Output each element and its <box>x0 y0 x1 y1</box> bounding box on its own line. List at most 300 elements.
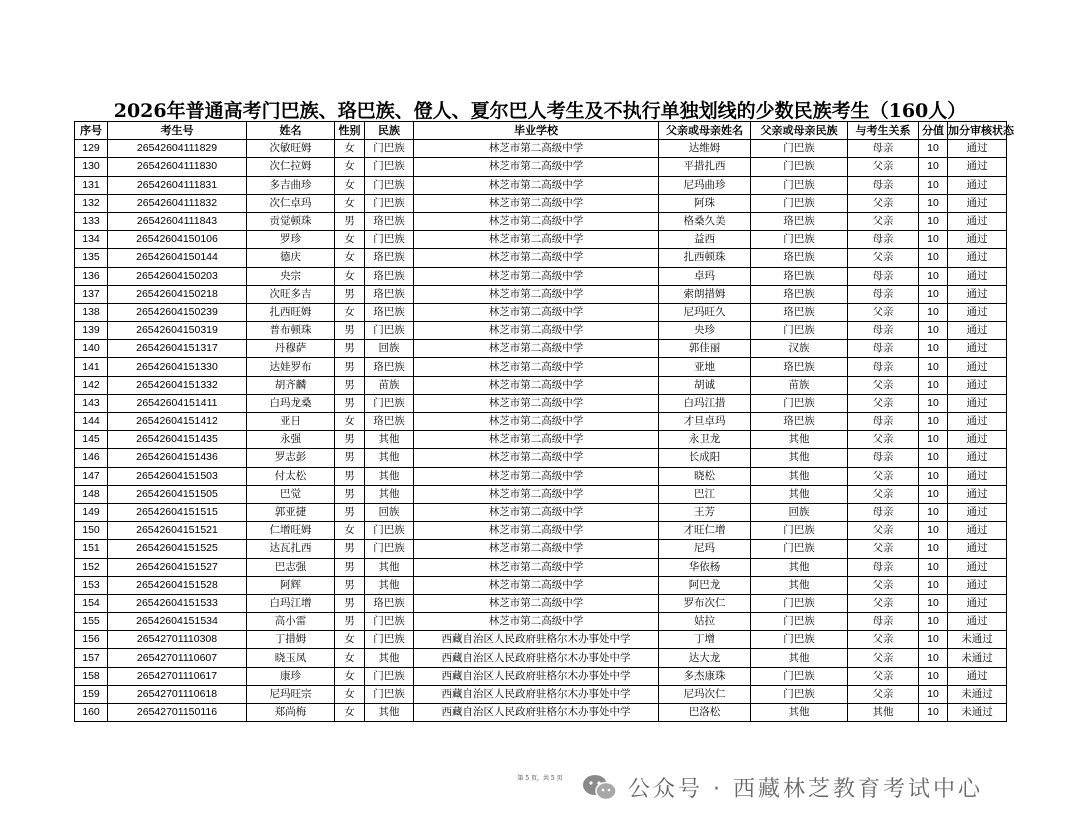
column-header: 毕业学校 <box>414 122 659 140</box>
table-cell: 26542701110308 <box>108 631 247 649</box>
table-cell: 男 <box>335 576 365 594</box>
table-cell: 26542604111830 <box>108 158 247 176</box>
table-cell: 26542604151525 <box>108 540 247 558</box>
table-cell: 女 <box>335 140 365 158</box>
table-cell: 华依杨 <box>659 558 751 576</box>
table-cell: 其他 <box>751 467 848 485</box>
table-cell: 德庆 <box>247 249 335 267</box>
table-cell: 门巴族 <box>365 231 414 249</box>
table-cell: 门巴族 <box>365 522 414 540</box>
table-row <box>75 285 1007 303</box>
table-cell: 西藏自治区人民政府驻格尔木办事处中学 <box>414 667 659 685</box>
table-cell: 26542604151533 <box>108 594 247 612</box>
table-cell: 152 <box>75 558 108 576</box>
table-cell: 次敏旺姆 <box>247 140 335 158</box>
table-row <box>75 267 1007 285</box>
table-cell: 女 <box>335 522 365 540</box>
table-cell: 通过 <box>948 176 1007 194</box>
table-cell: 156 <box>75 631 108 649</box>
table-cell: 10 <box>919 340 948 358</box>
table-cell: 父亲 <box>848 249 919 267</box>
table-cell: 155 <box>75 613 108 631</box>
table-cell: 女 <box>335 631 365 649</box>
table-cell: 父亲 <box>848 485 919 503</box>
table-cell: 门巴族 <box>365 322 414 340</box>
table-row <box>75 540 1007 558</box>
table-row <box>75 340 1007 358</box>
table-cell: 10 <box>919 322 948 340</box>
table-cell: 149 <box>75 503 108 521</box>
table-cell: 汉族 <box>751 340 848 358</box>
table-cell: 通过 <box>948 340 1007 358</box>
table-cell: 10 <box>919 212 948 230</box>
table-cell: 母亲 <box>848 503 919 521</box>
table-cell: 女 <box>335 176 365 194</box>
table-cell: 通过 <box>948 576 1007 594</box>
table-cell: 其他 <box>365 485 414 503</box>
table-cell: 珞巴族 <box>365 413 414 431</box>
table-cell: 尼玛 <box>659 540 751 558</box>
table-cell: 通过 <box>948 194 1007 212</box>
table-cell: 其他 <box>751 576 848 594</box>
table-cell: 通过 <box>948 285 1007 303</box>
table-cell: 门巴族 <box>365 685 414 703</box>
table-row <box>75 558 1007 576</box>
table-cell: 158 <box>75 667 108 685</box>
table-cell: 10 <box>919 576 948 594</box>
table-cell: 其他 <box>751 485 848 503</box>
table-cell: 回族 <box>751 503 848 521</box>
table-cell: 26542604151528 <box>108 576 247 594</box>
table-cell: 129 <box>75 140 108 158</box>
table-cell: 通过 <box>948 449 1007 467</box>
table-cell: 门巴族 <box>751 631 848 649</box>
table-cell: 其他 <box>365 467 414 485</box>
table-cell: 门巴族 <box>751 540 848 558</box>
table-row <box>75 522 1007 540</box>
table-cell: 通过 <box>948 376 1007 394</box>
table-cell: 林芝市第二高级中学 <box>414 467 659 485</box>
table-cell: 阿辉 <box>247 576 335 594</box>
table-cell: 男 <box>335 594 365 612</box>
table-row <box>75 322 1007 340</box>
table-cell: 回族 <box>365 340 414 358</box>
table-cell: 男 <box>335 613 365 631</box>
table-cell: 26542701150116 <box>108 704 247 722</box>
table-cell: 林芝市第二高级中学 <box>414 285 659 303</box>
table-cell: 巴洛松 <box>659 704 751 722</box>
table-cell: 林芝市第二高级中学 <box>414 485 659 503</box>
table-cell: 26542604151521 <box>108 522 247 540</box>
column-header: 考生号 <box>108 122 247 140</box>
table-cell: 26542604151527 <box>108 558 247 576</box>
table-cell: 通过 <box>948 394 1007 412</box>
table-cell: 137 <box>75 285 108 303</box>
table-cell: 10 <box>919 685 948 703</box>
column-header: 父亲或母亲姓名 <box>659 122 751 140</box>
table-cell: 多杰康珠 <box>659 667 751 685</box>
table-cell: 母亲 <box>848 613 919 631</box>
table-cell: 通过 <box>948 431 1007 449</box>
table-cell: 26542604151515 <box>108 503 247 521</box>
table-cell: 其他 <box>751 649 848 667</box>
table-cell: 巴志强 <box>247 558 335 576</box>
table-cell: 尼玛次仁 <box>659 685 751 703</box>
table-cell: 男 <box>335 431 365 449</box>
table-cell: 林芝市第二高级中学 <box>414 176 659 194</box>
table-cell: 阿珠 <box>659 194 751 212</box>
table-cell: 门巴族 <box>365 176 414 194</box>
table-cell: 160 <box>75 704 108 722</box>
table-cell: 通过 <box>948 522 1007 540</box>
table-cell: 西藏自治区人民政府驻格尔木办事处中学 <box>414 704 659 722</box>
table-cell: 林芝市第二高级中学 <box>414 613 659 631</box>
table-cell: 巴觉 <box>247 485 335 503</box>
table-cell: 通过 <box>948 158 1007 176</box>
table-cell: 父亲 <box>848 394 919 412</box>
table-cell: 门巴族 <box>751 140 848 158</box>
table-cell: 26542604151412 <box>108 413 247 431</box>
column-header: 加分审核状态 <box>948 122 1007 140</box>
table-cell: 其他 <box>365 576 414 594</box>
table-cell: 男 <box>335 285 365 303</box>
table-cell: 丹穆萨 <box>247 340 335 358</box>
column-header: 民族 <box>365 122 414 140</box>
table-cell: 苗族 <box>751 376 848 394</box>
table-cell: 索朗措姆 <box>659 285 751 303</box>
table-cell: 女 <box>335 158 365 176</box>
table-cell: 26542604151505 <box>108 485 247 503</box>
table-cell: 女 <box>335 685 365 703</box>
table-cell: 林芝市第二高级中学 <box>414 376 659 394</box>
table-cell: 母亲 <box>848 358 919 376</box>
table-row <box>75 704 1007 722</box>
table-cell: 门巴族 <box>751 394 848 412</box>
header-row <box>75 122 1007 140</box>
table-cell: 门巴族 <box>365 158 414 176</box>
table-cell: 扎西旺姆 <box>247 303 335 321</box>
table-cell: 达维姆 <box>659 140 751 158</box>
table-row <box>75 449 1007 467</box>
table-cell: 格桑久美 <box>659 212 751 230</box>
table-cell: 贡觉顿珠 <box>247 212 335 230</box>
column-header: 序号 <box>75 122 108 140</box>
table-cell: 女 <box>335 249 365 267</box>
table-cell: 母亲 <box>848 340 919 358</box>
table-cell: 26542701110607 <box>108 649 247 667</box>
table-row <box>75 467 1007 485</box>
table-cell: 10 <box>919 194 948 212</box>
table-cell: 26542604151332 <box>108 376 247 394</box>
table-cell: 门巴族 <box>751 158 848 176</box>
table-cell: 10 <box>919 158 948 176</box>
table-cell: 多吉曲珍 <box>247 176 335 194</box>
table-cell: 26542604151411 <box>108 394 247 412</box>
table-cell: 父亲 <box>848 212 919 230</box>
table-cell: 林芝市第二高级中学 <box>414 322 659 340</box>
table-cell: 尼玛旺宗 <box>247 685 335 703</box>
table-cell: 丁增 <box>659 631 751 649</box>
table-cell: 男 <box>335 394 365 412</box>
table-cell: 林芝市第二高级中学 <box>414 449 659 467</box>
table-cell: 胡诚 <box>659 376 751 394</box>
table-cell: 10 <box>919 503 948 521</box>
table-row <box>75 358 1007 376</box>
table-row <box>75 194 1007 212</box>
table-cell: 男 <box>335 212 365 230</box>
table-cell: 门巴族 <box>365 194 414 212</box>
table-cell: 其他 <box>751 704 848 722</box>
table-cell: 扎西顿珠 <box>659 249 751 267</box>
table-cell: 珞巴族 <box>751 413 848 431</box>
table-cell: 10 <box>919 540 948 558</box>
table-cell: 珞巴族 <box>365 303 414 321</box>
table-cell: 10 <box>919 704 948 722</box>
table-row <box>75 613 1007 631</box>
table-cell: 男 <box>335 558 365 576</box>
table-cell: 132 <box>75 194 108 212</box>
table-cell: 通过 <box>948 485 1007 503</box>
table-cell: 10 <box>919 631 948 649</box>
table-cell: 135 <box>75 249 108 267</box>
table-cell: 159 <box>75 685 108 703</box>
table-cell: 母亲 <box>848 267 919 285</box>
table-cell: 晓松 <box>659 467 751 485</box>
table-cell: 男 <box>335 340 365 358</box>
table-cell: 康珍 <box>247 667 335 685</box>
table-cell: 林芝市第二高级中学 <box>414 413 659 431</box>
table-cell: 母亲 <box>848 231 919 249</box>
table-cell: 136 <box>75 267 108 285</box>
table-cell: 益西 <box>659 231 751 249</box>
table-cell: 其他 <box>848 704 919 722</box>
table-cell: 门巴族 <box>751 613 848 631</box>
table-cell: 林芝市第二高级中学 <box>414 194 659 212</box>
table-cell: 林芝市第二高级中学 <box>414 340 659 358</box>
table-cell: 林芝市第二高级中学 <box>414 231 659 249</box>
table-cell: 次旺多吉 <box>247 285 335 303</box>
table-cell: 付太松 <box>247 467 335 485</box>
table-cell: 女 <box>335 303 365 321</box>
wechat-icon <box>582 773 618 803</box>
table-cell: 151 <box>75 540 108 558</box>
table-cell: 父亲 <box>848 594 919 612</box>
table-cell: 珞巴族 <box>365 267 414 285</box>
table-cell: 亚日 <box>247 413 335 431</box>
table-cell: 郭亚捷 <box>247 503 335 521</box>
column-header: 分值 <box>919 122 948 140</box>
table-cell: 26542701110617 <box>108 667 247 685</box>
table-cell: 10 <box>919 413 948 431</box>
table-cell: 男 <box>335 358 365 376</box>
table-cell: 晓玉凤 <box>247 649 335 667</box>
table-cell: 门巴族 <box>365 613 414 631</box>
table-cell: 通过 <box>948 467 1007 485</box>
table-row <box>75 667 1007 685</box>
table-cell: 次仁卓玛 <box>247 194 335 212</box>
table-row <box>75 394 1007 412</box>
table-cell: 153 <box>75 576 108 594</box>
table-cell: 林芝市第二高级中学 <box>414 503 659 521</box>
table-cell: 巴江 <box>659 485 751 503</box>
table-cell: 父亲 <box>848 631 919 649</box>
table-cell: 通过 <box>948 558 1007 576</box>
table-cell: 母亲 <box>848 558 919 576</box>
table-cell: 父亲 <box>848 158 919 176</box>
table-cell: 154 <box>75 594 108 612</box>
table-cell: 珞巴族 <box>751 267 848 285</box>
table-cell: 男 <box>335 376 365 394</box>
table-cell: 永卫龙 <box>659 431 751 449</box>
table-cell: 10 <box>919 376 948 394</box>
table-cell: 门巴族 <box>751 685 848 703</box>
table-cell: 通过 <box>948 322 1007 340</box>
table-cell: 139 <box>75 322 108 340</box>
table-cell: 父亲 <box>848 540 919 558</box>
table-cell: 10 <box>919 558 948 576</box>
table-cell: 26542604150239 <box>108 303 247 321</box>
table-cell: 133 <box>75 212 108 230</box>
table-cell: 林芝市第二高级中学 <box>414 249 659 267</box>
table-cell: 26542604150106 <box>108 231 247 249</box>
table-cell: 26542604150319 <box>108 322 247 340</box>
table-cell: 10 <box>919 140 948 158</box>
table-cell: 央宗 <box>247 267 335 285</box>
table-cell: 珞巴族 <box>365 594 414 612</box>
table-cell: 其他 <box>751 558 848 576</box>
table-cell: 林芝市第二高级中学 <box>414 540 659 558</box>
table-cell: 143 <box>75 394 108 412</box>
table-cell: 10 <box>919 667 948 685</box>
table-cell: 通过 <box>948 613 1007 631</box>
table-cell: 达瓦扎西 <box>247 540 335 558</box>
table-cell: 10 <box>919 176 948 194</box>
table-cell: 134 <box>75 231 108 249</box>
table-cell: 其他 <box>365 558 414 576</box>
table-cell: 珞巴族 <box>365 358 414 376</box>
table-cell: 母亲 <box>848 176 919 194</box>
table-cell: 通过 <box>948 540 1007 558</box>
table-cell: 父亲 <box>848 649 919 667</box>
table-cell: 林芝市第二高级中学 <box>414 558 659 576</box>
table-cell: 147 <box>75 467 108 485</box>
table-cell: 140 <box>75 340 108 358</box>
table-cell: 146 <box>75 449 108 467</box>
table-cell: 林芝市第二高级中学 <box>414 158 659 176</box>
table-cell: 母亲 <box>848 140 919 158</box>
table-cell: 26542604151330 <box>108 358 247 376</box>
table-cell: 10 <box>919 522 948 540</box>
table-cell: 尼玛旺久 <box>659 303 751 321</box>
table-cell: 10 <box>919 358 948 376</box>
table-cell: 141 <box>75 358 108 376</box>
table-cell: 林芝市第二高级中学 <box>414 140 659 158</box>
table-row <box>75 413 1007 431</box>
table-cell: 148 <box>75 485 108 503</box>
table-cell: 10 <box>919 285 948 303</box>
table-cell: 珞巴族 <box>365 249 414 267</box>
table-cell: 母亲 <box>848 413 919 431</box>
table-cell: 林芝市第二高级中学 <box>414 431 659 449</box>
table-cell: 珞巴族 <box>365 212 414 230</box>
table-cell: 10 <box>919 249 948 267</box>
table-cell: 男 <box>335 449 365 467</box>
table-row <box>75 685 1007 703</box>
table-cell: 10 <box>919 303 948 321</box>
table-cell: 卓玛 <box>659 267 751 285</box>
column-header: 性别 <box>335 122 365 140</box>
table-cell: 郑尚梅 <box>247 704 335 722</box>
column-header: 与考生关系 <box>848 122 919 140</box>
table-cell: 普布顿珠 <box>247 322 335 340</box>
table-cell: 父亲 <box>848 303 919 321</box>
table-cell: 26542604150144 <box>108 249 247 267</box>
table-cell: 未通过 <box>948 649 1007 667</box>
table-cell: 10 <box>919 267 948 285</box>
table-cell: 珞巴族 <box>751 285 848 303</box>
table-cell: 131 <box>75 176 108 194</box>
table-cell: 未通过 <box>948 704 1007 722</box>
table-cell: 母亲 <box>848 285 919 303</box>
table-cell: 通过 <box>948 140 1007 158</box>
table-cell: 10 <box>919 594 948 612</box>
table-cell: 10 <box>919 649 948 667</box>
table-row <box>75 303 1007 321</box>
table-cell: 门巴族 <box>751 194 848 212</box>
table-cell: 通过 <box>948 503 1007 521</box>
table-row <box>75 140 1007 158</box>
table-row <box>75 649 1007 667</box>
table-cell: 罗志彭 <box>247 449 335 467</box>
table-cell: 26542701110618 <box>108 685 247 703</box>
table-cell: 父亲 <box>848 431 919 449</box>
table-cell: 罗珍 <box>247 231 335 249</box>
table-cell: 未通过 <box>948 631 1007 649</box>
table-cell: 通过 <box>948 249 1007 267</box>
table-cell: 通过 <box>948 212 1007 230</box>
table-cell: 门巴族 <box>365 140 414 158</box>
table-cell: 苗族 <box>365 376 414 394</box>
table-cell: 林芝市第二高级中学 <box>414 358 659 376</box>
table-cell: 林芝市第二高级中学 <box>414 303 659 321</box>
table-cell: 门巴族 <box>365 394 414 412</box>
page-title: 2026年普通高考门巴族、珞巴族、僜人、夏尔巴人考生及不执行单独划线的少数民族考生（160人） <box>113 100 967 122</box>
table-cell: 通过 <box>948 358 1007 376</box>
table-cell: 26542604151317 <box>108 340 247 358</box>
table-cell: 通过 <box>948 231 1007 249</box>
table-cell: 父亲 <box>848 667 919 685</box>
table-cell: 白玛江措 <box>659 394 751 412</box>
table-cell: 尼玛曲珍 <box>659 176 751 194</box>
table-cell: 亚地 <box>659 358 751 376</box>
table-cell: 达娃罗布 <box>247 358 335 376</box>
table-cell: 西藏自治区人民政府驻格尔木办事处中学 <box>414 685 659 703</box>
table-cell: 其他 <box>365 649 414 667</box>
table-cell: 26542604111832 <box>108 194 247 212</box>
table-row <box>75 212 1007 230</box>
table-cell: 157 <box>75 649 108 667</box>
watermark <box>582 772 983 803</box>
candidate-table <box>74 121 1014 722</box>
table-cell: 珞巴族 <box>751 303 848 321</box>
table-cell: 白玛江增 <box>247 594 335 612</box>
table-cell: 门巴族 <box>365 667 414 685</box>
table-cell: 26542604111829 <box>108 140 247 158</box>
table-cell: 女 <box>335 194 365 212</box>
table-cell: 林芝市第二高级中学 <box>414 576 659 594</box>
table-cell: 门巴族 <box>365 540 414 558</box>
table-cell: 女 <box>335 649 365 667</box>
